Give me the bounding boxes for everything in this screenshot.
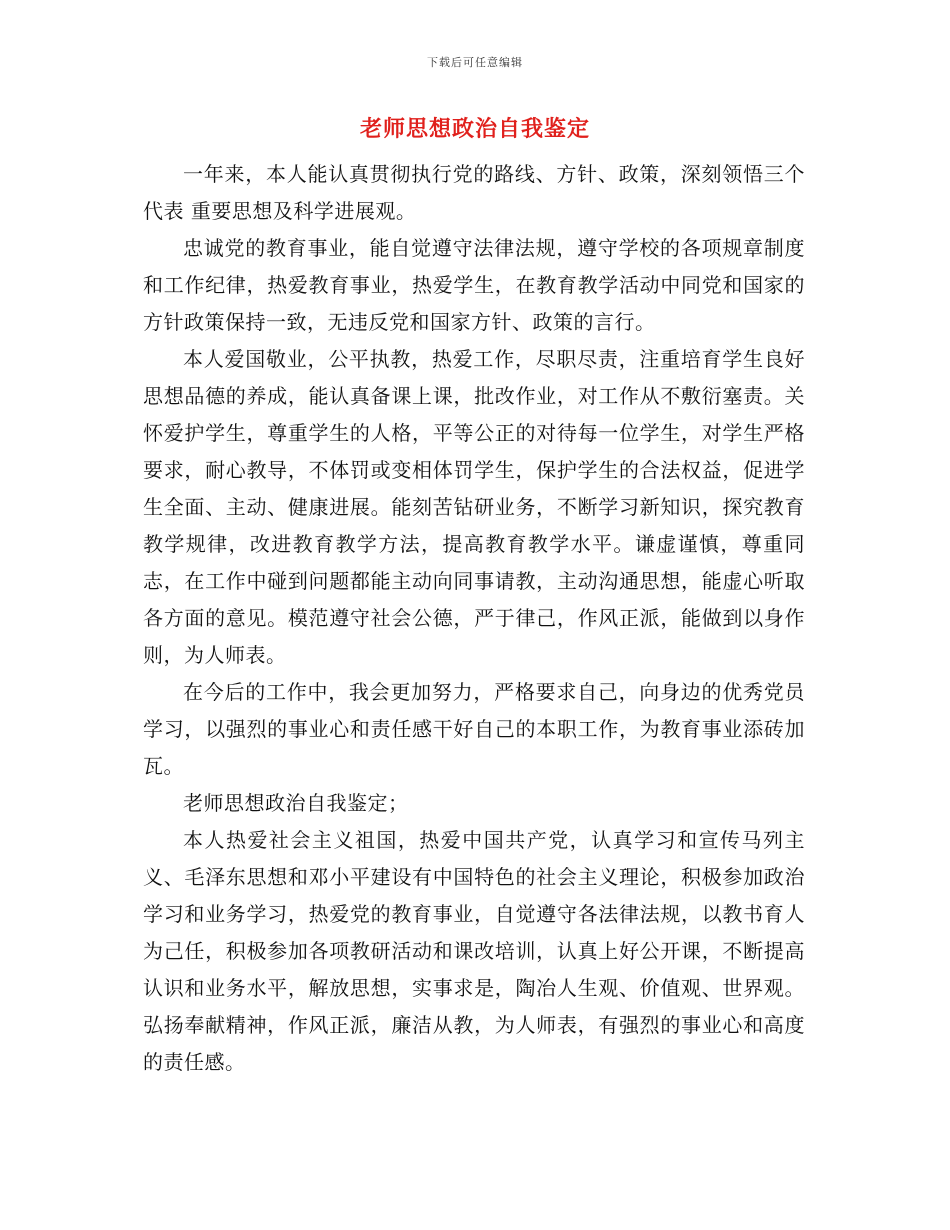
document-title: 老师思想政治自我鉴定: [359, 116, 590, 142]
paragraph: 老师思想政治自我鉴定；: [183, 791, 409, 815]
document-body: [143, 156, 805, 1081]
header-note: 下载后可任意编辑: [427, 56, 523, 69]
paragraph: 一年来，本人能认真贯彻执行党的路线、方针、政策，深刻领悟三个代表 重要思想及科学进展观。: [143, 162, 805, 223]
paragraph: 忠诚党的教育事业，能自觉遵守法律法规，遵守学校的各项规章制度和工作纪律，热爱教育事业，热爱学生，在教育教学活动中同党和国家的方针政策保持一致，无违反党和国家方针、政策的言行。: [143, 236, 805, 334]
paragraph: 本人爱国敬业，公平执教，热爱工作，尽职尽责，注重培育学生良好思想品德的养成，能认真备课上课，批改作业，对工作从不敷衍塞责。关怀爱护学生，尊重学生的人格，平等公正的对待每一位学生，对学生严格要求，耐心教导，不体罚或变相体罚学生，保护学生的合法权益，促进学生全面、主动、健康进展。能刻苦钻研业务，不断学习新知识，探究教育教学规律，改进教育教学方法，提高教育教学水平。谦虚谨慎，尊重同志，在工作中碰到问题都能主动向同事请教，主动沟通思想，能虚心听取各方面的意见。模范遵守社会公德，严于律己，作风正派，能做到以身作则，为人师表。: [143, 347, 805, 667]
paragraph: 本人热爱社会主义祖国，热爱中国共产党，认真学习和宣传马列主义、毛泽东思想和邓小平建设有中国特色的社会主义理论，积极参加政治学习和业务学习，热爱党的教育事业，自觉遵守各法律法规，以教书育人为己任，积极参加各项教研活动和课改培训，认真上好公开课，不断提高认识和业务水平，解放思想，实事求是，陶冶人生观、价值观、世界观。弘扬奉献精神，作风正派，廉洁从教，为人师表，有强烈的事业心和高度的责任感。: [143, 828, 805, 1074]
paragraph: 在今后的工作中，我会更加努力，严格要求自己，向身边的优秀党员学习，以强烈的事业心和责任感干好自己的本职工作，为教育事业添砖加瓦。: [143, 680, 805, 778]
